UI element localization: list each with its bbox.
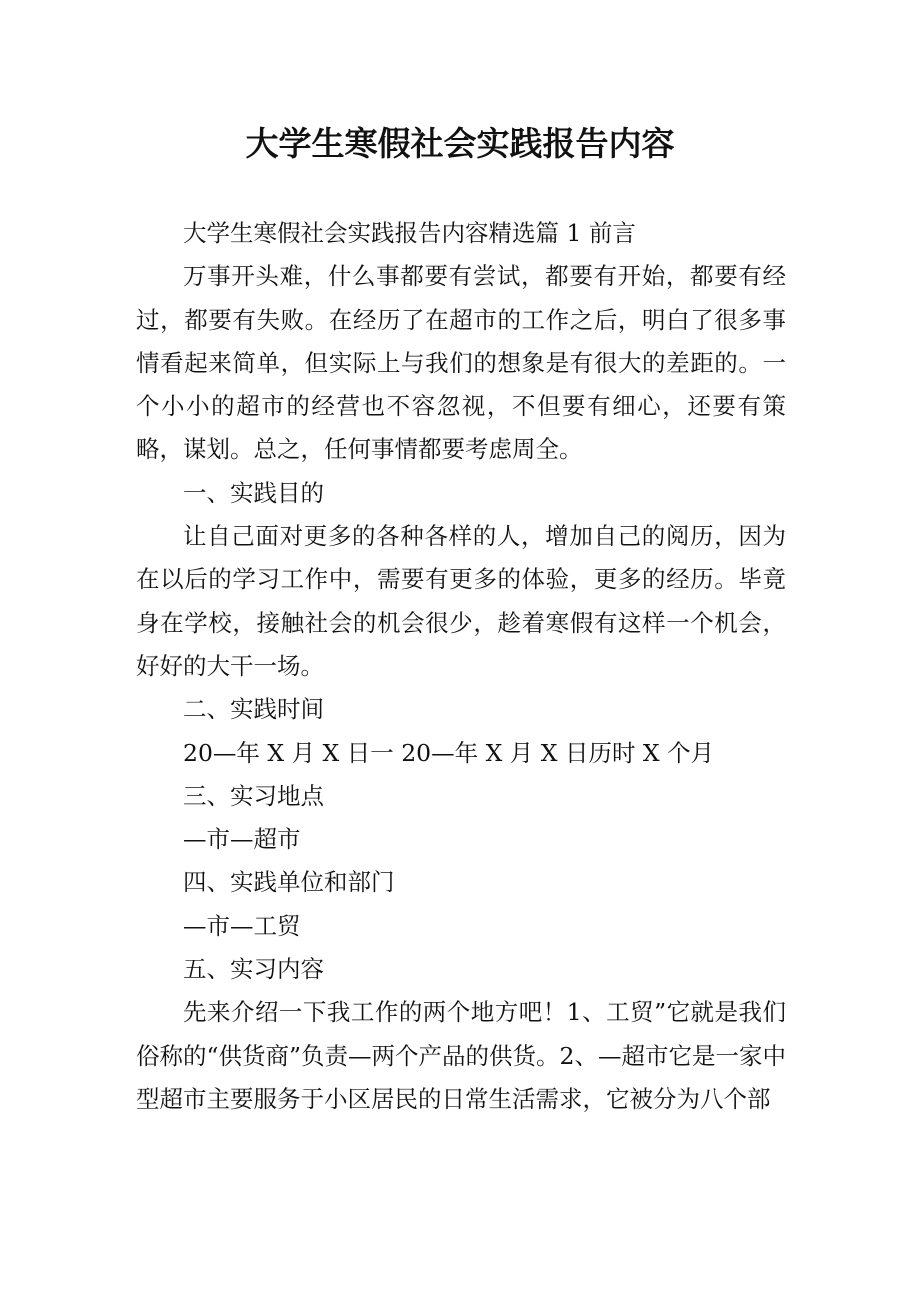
time-paragraph: 20—年 X 月 X 日一 20—年 X 月 X 日历时 X 个月 — [183, 738, 715, 767]
location-paragraph: —市—超市 — [183, 825, 301, 854]
purpose-paragraph: 让自己面对更多的各种各样的人，增加自己的阅历，因为在以后的学习工作中，需要有更多的体验，更多的经历。毕竟身在学校，接触社会的机会很少，趁着寒假有这样一个机会，好好的大干一场。 — [136, 522, 786, 680]
preface-paragraph: 万事开头难，什么事都要有尝试，都要有开始，都要有经过，都要有失败。在经历了在超市的工作之后，明白了很多事情看起来简单，但实际上与我们的想象是有很大的差距的。一个小小的超市的经营也不容忽视，不但要有细心，还要有策略，谋划。总之，任何事情都要考虑周全。 — [136, 262, 786, 464]
section-heading-unit: 四、实践单位和部门 — [183, 868, 395, 897]
unit-paragraph: —市—工贸 — [183, 911, 301, 940]
document-body — [136, 212, 786, 1121]
document-title: 大学生寒假社会实践报告内容 — [245, 124, 675, 163]
section-heading-time: 二、实践时间 — [183, 695, 324, 724]
section-heading-content: 五、实习内容 — [183, 955, 324, 984]
section-heading-location: 三、实习地点 — [183, 781, 324, 810]
intro-heading: 大学生寒假社会实践报告内容精选篇 1 前言 — [183, 219, 636, 247]
content-paragraph: 先来介绍一下我工作的两个地方吧！1、工贸”它就是我们俗称的“供货商”负责—两个产品的供货。2、—超市它是一家中型超市主要服务于小区居民的日常生活需求，它被分为八个部 — [136, 998, 786, 1113]
section-heading-purpose: 一、实践目的 — [183, 478, 324, 507]
